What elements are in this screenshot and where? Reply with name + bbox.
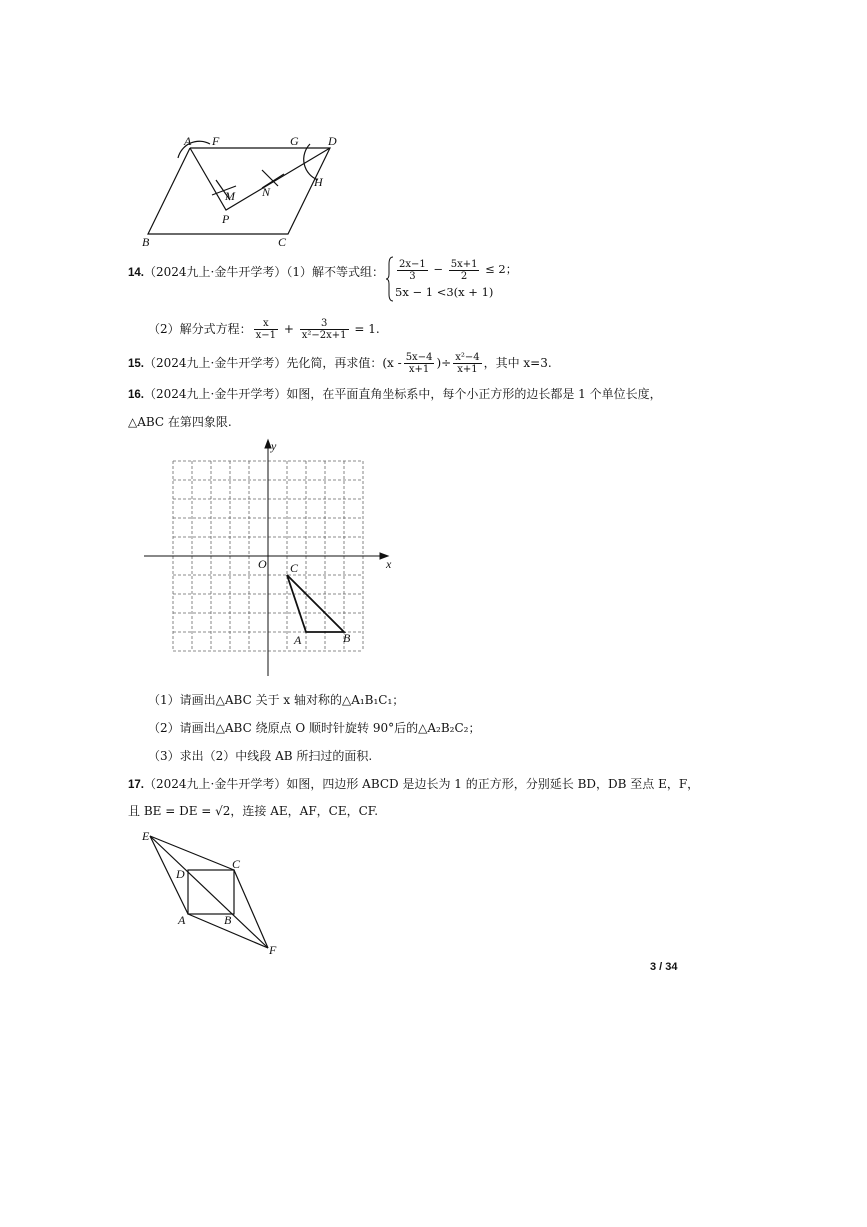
q14-ineq1: $\frac{2x-1}{3}$ − $\frac{5x+1}{2}$ ≤ 2； [399,258,518,282]
page-number: 3 / 34 [650,961,678,973]
q14-ineq2: 5x − 1 <3(x + 1) [395,285,494,299]
vertex-label-c: C [290,561,299,575]
coordinate-grid-figure [140,436,400,682]
q14-line1 [128,262,384,283]
label-f17: F [269,943,277,957]
label-d17: D [176,867,185,881]
q14-part1: （1）解不等式组： [286,265,384,279]
origin-label: O [258,557,267,571]
label-p: P [222,212,230,226]
x-axis-label: x [386,557,392,571]
q16-sub2: （2）请画出△ABC 绕原点 O 顺时针旋转 90°后的△A₂B₂C₂； [148,721,481,735]
q16-sub3: （3）求出（2）中线段 AB 所扫过的面积. [148,749,373,763]
label-e: E [142,829,150,843]
left-brace-icon [386,256,394,302]
q14-line2: （2）解分式方程： $\frac{x}{x-1}$ + $\frac{3}{\text{x²−2x+1}}$ = 1. [148,318,380,341]
label-c: C [278,235,287,249]
y-axis-label: y [271,439,277,453]
triangle-abc [287,575,344,632]
q16-line2: △ABC 在第四象限. [128,415,232,429]
label-d: D [328,134,337,148]
q16-number: 16. [128,389,144,401]
q17-line2: 且 BE = DE = √2，连接 AE，AF，CE，CF. [128,804,379,818]
vertex-label-b: B [343,631,351,645]
label-b: B [142,235,150,249]
label-a17: A [178,913,186,927]
label-h: H [314,175,323,189]
label-c17: C [232,857,241,871]
q15-number: 15. [128,358,144,370]
label-m: M [225,189,235,203]
label-b17: B [224,913,232,927]
q16-sub1: （1）请画出△ABC 关于 x 轴对称的△A₁B₁C₁； [148,693,405,707]
label-g: G [290,134,299,148]
parallelogram-figure [138,130,368,255]
q17-line1: 17.（2024九上·金牛开学考）如图，四边形 ABCD 是边长为 1 的正方形，分别延长 BD，DB 至点 E，F， [128,777,700,791]
q14-source: （2024九上·金牛开学考） [144,265,287,279]
label-n: N [262,185,271,199]
label-f: F [212,134,220,148]
q17-number: 17. [128,779,144,791]
q14-part2: （2）解分式方程： [148,322,252,336]
q16-line1: 16.（2024九上·金牛开学考）如图，在平面直角坐标系中，每个小正方形的边长都是 1 个单位长度， [128,387,662,401]
q15-line: 15.（2024九上·金牛开学考）先化简，再求值：(x - $\frac{5x-4}{x+1}$ )÷ $\frac{\text{x²−4}}{x+1}$ ，其中 x=3. [128,352,552,375]
q14-number: 14. [128,267,144,279]
vertex-label-a: A [294,633,302,647]
square-rhombus-figure [138,826,288,958]
label-a: A [184,134,192,148]
